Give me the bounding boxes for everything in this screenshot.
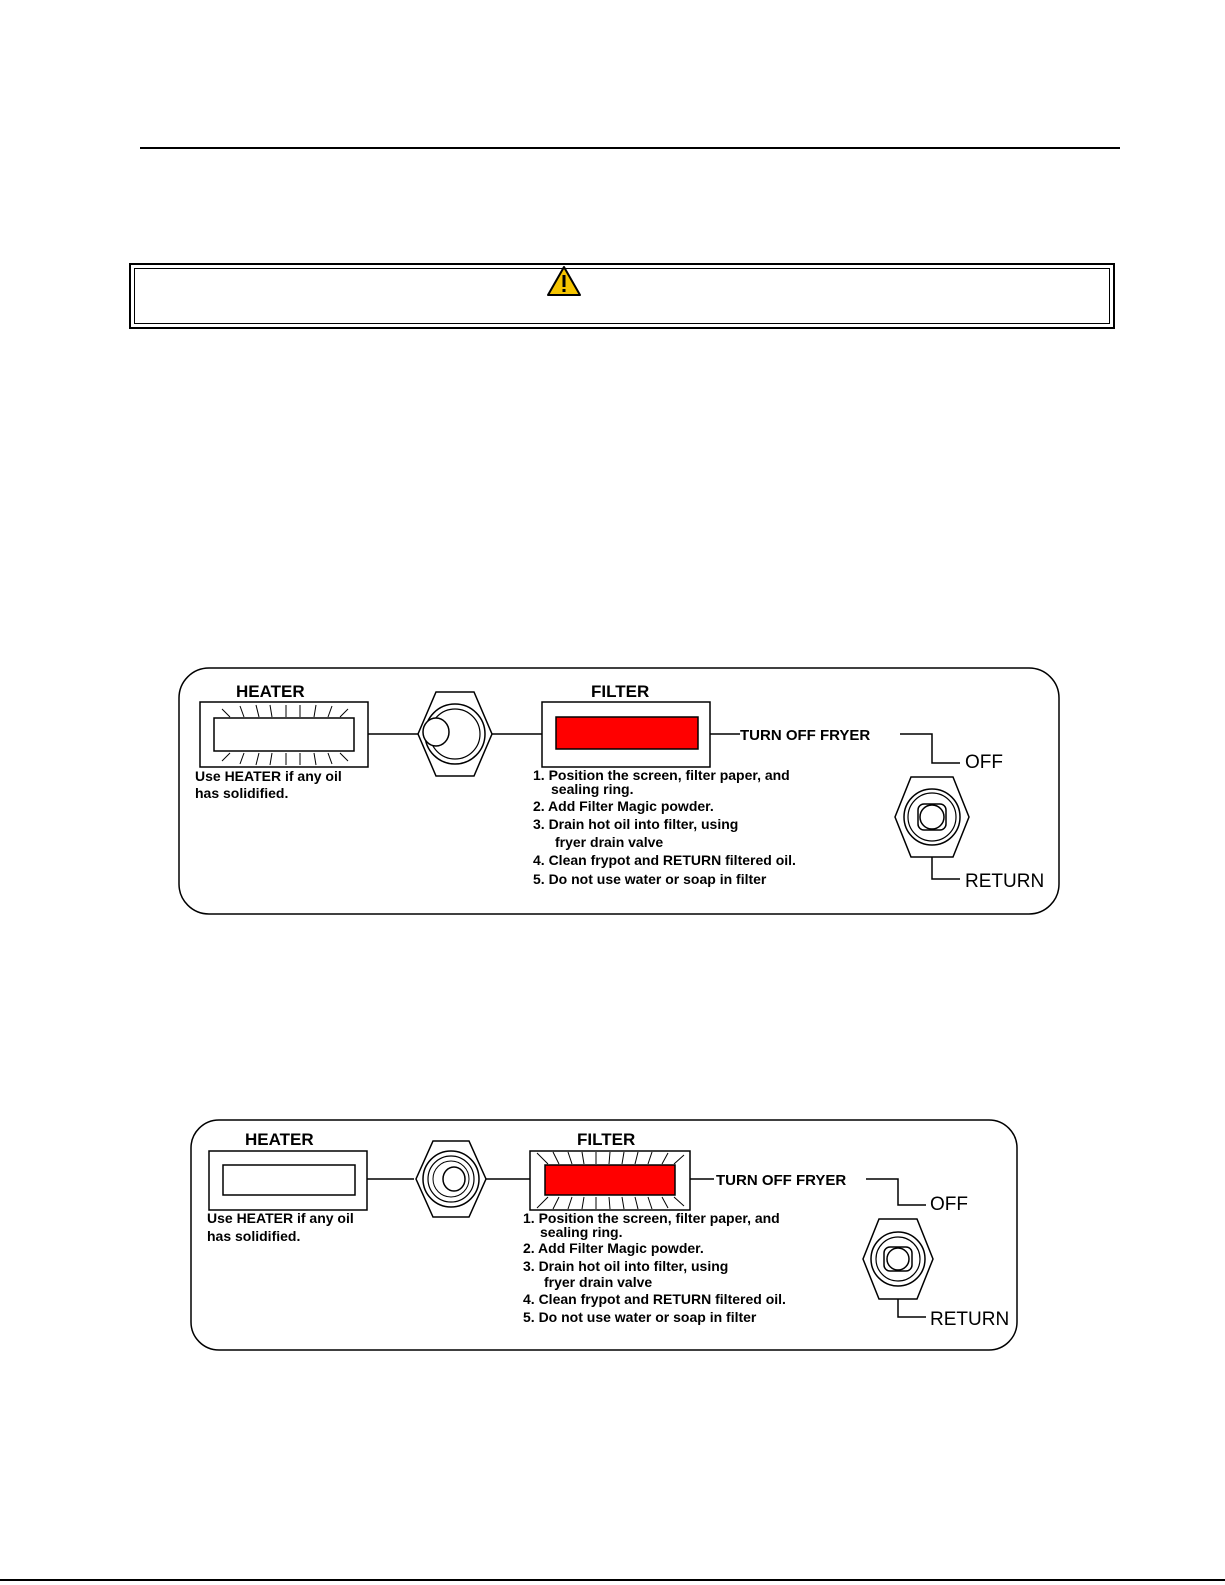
heater-light-lens <box>214 718 354 751</box>
step-1-cont: sealing ring. <box>540 1224 623 1240</box>
heater-light-lens <box>223 1165 355 1195</box>
filter-light-lens <box>556 717 698 749</box>
heater-note-line-2: has solidified. <box>195 785 289 801</box>
filter-label: FILTER <box>577 1130 636 1149</box>
step-3-cont: fryer drain valve <box>555 834 664 850</box>
heater-label: HEATER <box>245 1130 314 1149</box>
turn-off-fryer-label: TURN OFF FRYER <box>716 1172 847 1189</box>
heater-note-line-1: Use HEATER if any oil <box>195 768 342 784</box>
filter-label: FILTER <box>591 682 650 701</box>
warning-triangle-icon <box>546 265 582 297</box>
heater-note-line-1: Use HEATER if any oil <box>207 1210 354 1226</box>
step-3-cont: fryer drain valve <box>544 1274 653 1290</box>
off-label: OFF <box>930 1194 968 1215</box>
heater-label: HEATER <box>236 682 305 701</box>
return-label: RETURN <box>965 871 1045 892</box>
step-4: 4. Clean frypot and RETURN filtered oil. <box>533 852 796 868</box>
step-1: 1. Position the screen, filter paper, and <box>523 1210 780 1226</box>
step-2: 2. Add Filter Magic powder. <box>523 1240 704 1256</box>
warning-box-inner-border <box>134 268 1110 324</box>
turn-off-fryer-label: TURN OFF FRYER <box>740 727 871 744</box>
step-4: 4. Clean frypot and RETURN filtered oil. <box>523 1291 786 1307</box>
heater-toggle-switch[interactable] <box>416 1141 486 1217</box>
filter-light-lens <box>545 1165 675 1195</box>
step-3: 3. Drain hot oil into filter, using <box>523 1258 729 1274</box>
filter-instructions <box>533 767 796 887</box>
step-5: 5. Do not use water or soap in filter <box>523 1309 757 1325</box>
heater-toggle-switch[interactable] <box>418 692 492 776</box>
step-2: 2. Add Filter Magic powder. <box>533 798 714 814</box>
step-5: 5. Do not use water or soap in filter <box>533 871 767 887</box>
return-label: RETURN <box>930 1309 1010 1330</box>
control-panel-heater-lit <box>178 667 1062 922</box>
step-1: 1. Position the screen, filter paper, and <box>533 767 790 783</box>
filter-instructions <box>523 1210 786 1325</box>
control-panel-filter-lit <box>190 1119 1020 1358</box>
filter-pump-switch[interactable] <box>863 1219 933 1299</box>
warning-box <box>129 263 1115 329</box>
header-rule <box>140 147 1120 149</box>
heater-note-line-2: has solidified. <box>207 1228 301 1244</box>
step-1-cont: sealing ring. <box>551 781 634 797</box>
off-label: OFF <box>965 752 1003 773</box>
footer-rule <box>0 1579 1225 1581</box>
step-3: 3. Drain hot oil into filter, using <box>533 816 739 832</box>
filter-pump-switch[interactable] <box>895 777 969 857</box>
